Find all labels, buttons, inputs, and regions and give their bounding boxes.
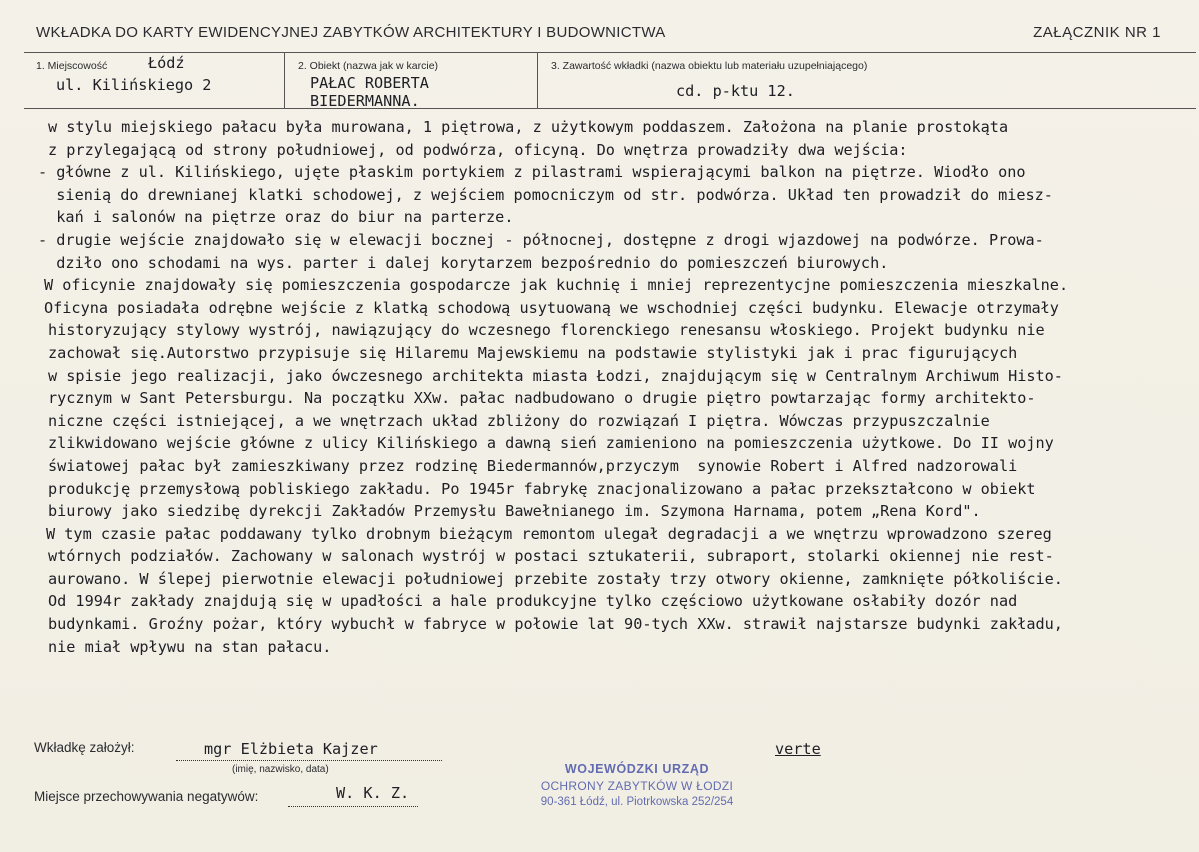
- stamp-office-name-2: OCHRONY ZABYTKÓW W ŁODZI: [540, 779, 734, 793]
- verte-note: verte: [775, 740, 821, 758]
- text-line: nie miał wpływu na stan pałacu.: [48, 637, 332, 656]
- text-line: zachował się.Autorstwo przypisuje się Hilaremu Majewskiemu na podstawie stylistyki jak i prac figurujących: [48, 343, 1018, 362]
- locality-value: Łódź: [148, 54, 185, 72]
- founded-by-label: Wkładkę założył:: [34, 740, 135, 755]
- object-name-line1: PAŁAC ROBERTA: [310, 74, 429, 92]
- field-divider-1: [284, 52, 285, 108]
- text-line: historyzujący stylowy wystrój, nawiązujący do wczesnego florenckiego renesansu włoskiego. Projekt budynku nie: [48, 321, 1045, 340]
- header-divider-top: [24, 52, 1196, 53]
- negatives-dotted-line: [288, 806, 418, 807]
- card-title: WKŁADKA DO KARTY EWIDENCYJNEJ ZABYTKÓW ARCHITEKTURY I BUDOWNICTWA: [36, 24, 666, 41]
- contents-value: cd. p-ktu 12.: [676, 82, 795, 100]
- text-line: aurowano. W ślepej pierwotnie elewacji południowej przebite zostały trzy otwory okienne, zamknięte półkoliście.: [48, 569, 1063, 588]
- text-line: z przylegającą od strony południowej, od podwórza, oficyną. Do wnętrza prowadziły dwa wejścia:: [48, 140, 908, 159]
- office-stamp: [532, 762, 742, 808]
- typed-description: [38, 116, 1193, 658]
- text-line: sienią do drewnianej klatki schodowej, z wejściem pomocniczym od str. podwórza. Układ ten prowadził do miesz-: [38, 185, 1053, 204]
- founded-by-caption: (imię, nazwisko, data): [232, 764, 329, 775]
- text-line: dziło ono schodami na wys. parter i dalej korytarzem bezpośrednio do pomieszczeń biurowych.: [38, 253, 889, 272]
- object-name-line2: BIEDERMANNA.: [310, 92, 420, 110]
- locality-label: 1. Miejscowość: [36, 60, 108, 72]
- text-line: produkcję przemysłową pobliskiego zakładu. Po 1945r fabrykę znacjonalizowano a pałac przekształcono w obiekt: [48, 479, 1036, 498]
- text-line: Oficyna posiadała odrębne wejście z klatką schodową usytuowaną we wschodniej części budynku. Elewacje otrzymały: [44, 298, 1059, 317]
- text-line: rycznym w Sant Petersburgu. Na początku XXw. pałac nadbudowano o drugie piętro powtarzając formy architekto-: [48, 389, 1036, 408]
- text-line: Od 1994r zakłady znajdują się w upadłości a hale produkcyjne tylko częściowo użytkowane osłabiły dozór nad: [48, 592, 1018, 611]
- field-divider-2: [537, 52, 538, 108]
- contents-label: 3. Zawartość wkładki (nazwa obiektu lub materiału uzupełniającego): [551, 60, 868, 72]
- text-line: - drugie wejście znajdowało się w elewacji bocznej - północnej, dostępne z drogi wjazdowej na podwórze. Prowa-: [38, 230, 1044, 249]
- text-line: W tym czasie pałac poddawany tylko drobnym bieżącym remontom ulegał degradacji a we wnętrzu wprowadzono szereg: [46, 524, 1052, 543]
- text-line: światowej pałac był zamieszkiwany przez rodzinę Biedermannów,przyczym synowie Robert i Alfred nadzorowali: [48, 456, 1018, 475]
- text-line: zlikwidowano wejście główne z ulicy Kilińskiego a dawną sień zamieniono na pomieszczenia użytkowe. Do II wojny: [48, 434, 1054, 453]
- object-label: 2. Obiekt (nazwa jak w karcie): [298, 60, 439, 72]
- negatives-location-label: Miejsce przechowywania negatywów:: [34, 789, 259, 804]
- annex-number: ZAŁĄCZNIK NR 1: [1033, 24, 1161, 41]
- text-line: wtórnych podziałów. Zachowany w salonach wystrój w postaci sztukaterii, subraport, stolarki okiennej nie rest-: [48, 547, 1054, 566]
- founded-by-value: mgr Elżbieta Kajzer: [204, 740, 378, 758]
- address-value: ul. Kilińskiego 2: [56, 76, 212, 94]
- stamp-address: 90-361 Łódź, ul. Piotrkowska 252/254: [540, 796, 734, 808]
- text-line: kań i salonów na piętrze oraz do biur na parterze.: [38, 208, 514, 227]
- text-line: W oficynie znajdowały się pomieszczenia gospodarcze jak kuchnię i mniej reprezentycjne pomieszczenia mieszkalne.: [44, 276, 1069, 295]
- stamp-office-name: WOJEWÓDZKI URZĄD: [564, 762, 710, 776]
- header-divider-bottom: [24, 108, 1196, 109]
- text-line: budynkami. Groźny pożar, który wybuchł w fabryce w połowie lat 90-tych XXw. strawił najstarsze budynki zakładu,: [48, 615, 1063, 634]
- founded-by-dotted-line: [176, 760, 442, 761]
- text-line: - główne z ul. Kilińskiego, ujęte płaskim portykiem z pilastrami wspierającymi balkon na piętrze. Wiodło ono: [38, 163, 1026, 182]
- text-line: w spisie jego realizacji, jako ówczesnego architekta miasta Łodzi, znajdującym się w Centralnym Archiwum Histo-: [48, 366, 1063, 385]
- text-line: w stylu miejskiego pałacu była murowana, 1 piętrowa, z użytkowym poddaszem. Założona na planie prostokąta: [48, 118, 1009, 136]
- negatives-location-value: W. K. Z.: [336, 784, 410, 802]
- text-line: biurowy jako siedzibę dyrekcji Zakładów Przemysłu Bawełnianego im. Szymona Harnama, potem „Rena Kord".: [48, 502, 981, 521]
- text-line: niczne części istniejącej, a we wnętrzach układ zbliżony do rozwiązań I piętra. Wówczas przypuszczalnie: [48, 411, 990, 430]
